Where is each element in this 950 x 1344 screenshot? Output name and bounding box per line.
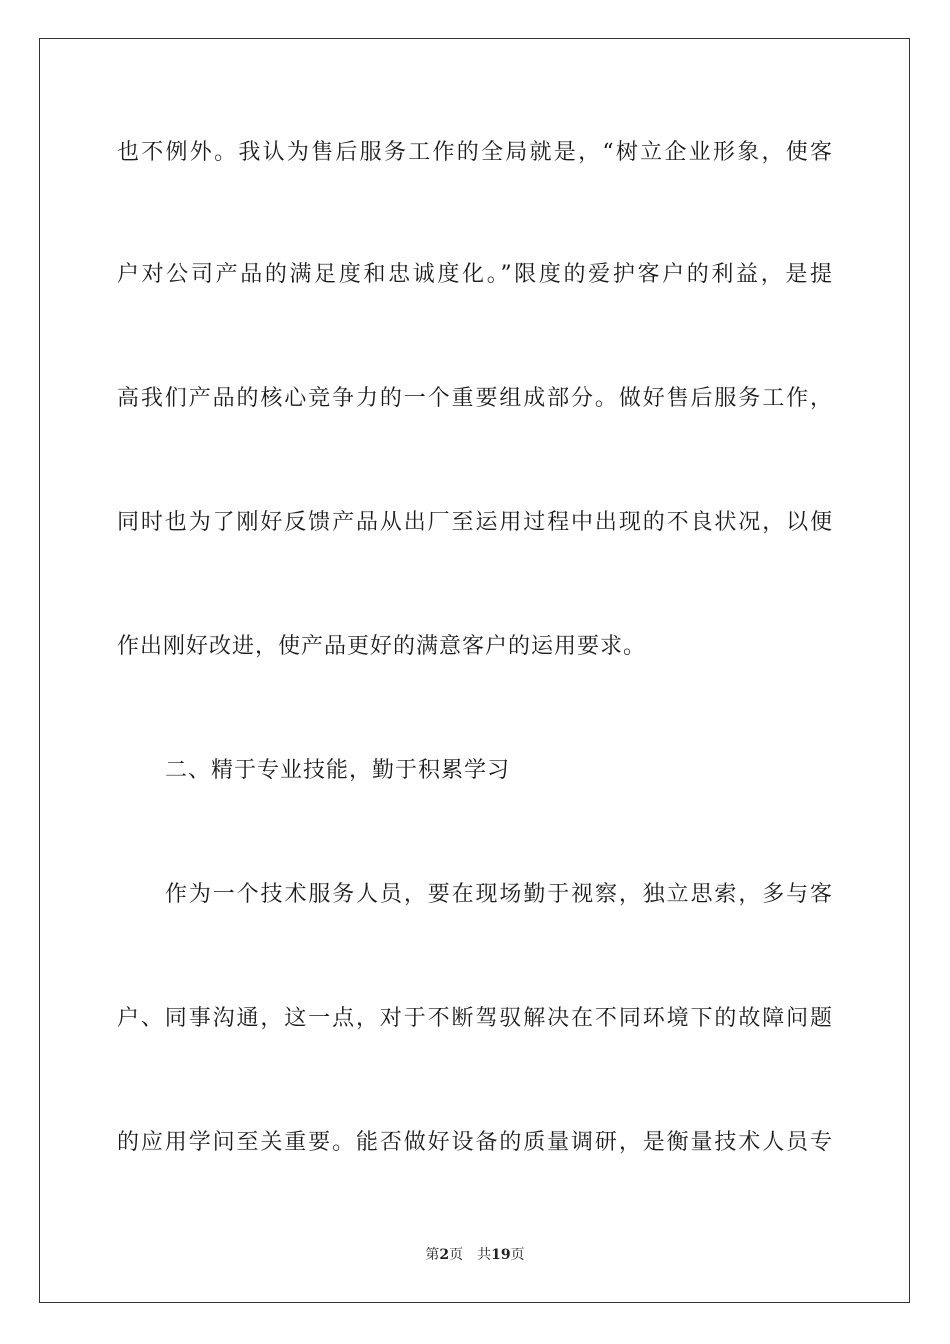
total-pages: 19: [491, 1247, 511, 1263]
total-suffix: 页: [510, 1247, 525, 1263]
paragraph-line-5: 作出刚好改进，使产品更好的满意客户的运用要求。: [117, 634, 647, 659]
page-footer: [0, 1246, 950, 1264]
paragraph-line-4: 同时也为了刚好反馈产品从出厂至运用过程中出现的不良状况，以便: [117, 510, 833, 535]
page-suffix: 页: [449, 1247, 464, 1263]
paragraph-line-8: 的应用学问至关重要。能否做好设备的质量调研，是衡量技术人员专: [117, 1130, 833, 1155]
section-heading: 二、精于专业技能，勤于积累学习: [165, 758, 511, 783]
page-number: 2: [439, 1247, 450, 1263]
paragraph-line-2: 户对公司产品的满足度和忠诚度化。”限度的爱护客户的利益，是提: [117, 262, 833, 287]
paragraph-line-6: 作为一个技术服务人员，要在现场勤于视察，独立思索，多与客: [165, 882, 833, 907]
page-prefix: 第: [425, 1247, 440, 1263]
total-prefix: 共: [477, 1247, 492, 1263]
paragraph-line-1: 也不例外。我认为售后服务工作的全局就是，“树立企业形象，使客: [117, 140, 833, 165]
page-border: [39, 38, 910, 1303]
paragraph-line-3: 高我们产品的核心竞争力的一个重要组成部分。做好售后服务工作，: [117, 386, 833, 411]
paragraph-line-7: 户、同事沟通，这一点，对于不断驾驭解决在不同环境下的故障问题: [117, 1006, 833, 1031]
